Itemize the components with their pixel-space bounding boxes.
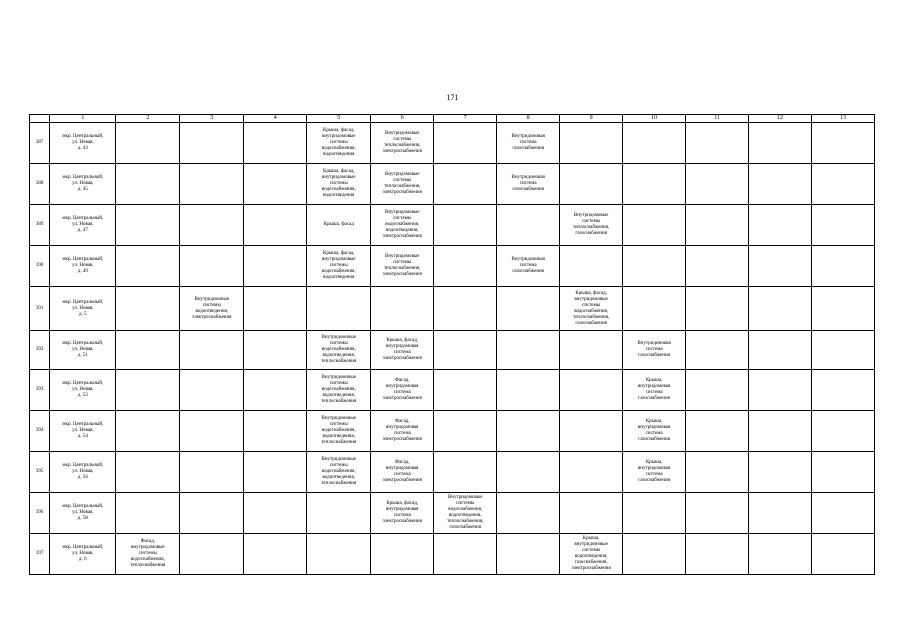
page-number: 171	[446, 93, 459, 102]
address-cell: мкр. Центральный, ул. Новая, д. 43	[50, 123, 116, 164]
row-number: 391	[30, 287, 50, 331]
row-number: 387	[30, 123, 50, 164]
address-cell: мкр. Центральный, ул. Новая, д. 53	[50, 370, 116, 411]
work-cell-col-6: Крыша, фасад, внутридомовая система электроснабжения	[371, 493, 434, 534]
work-cell-col-2	[116, 331, 180, 370]
work-cell-col-7	[434, 534, 497, 575]
table-row	[30, 205, 875, 246]
header-cell: 9	[560, 115, 623, 123]
work-cell-col-13	[812, 534, 875, 575]
work-cell-col-9	[560, 331, 623, 370]
work-cell-col-2	[116, 123, 180, 164]
row-number: 390	[30, 246, 50, 287]
header-cell: 4	[244, 115, 307, 123]
work-cell-col-2	[116, 493, 180, 534]
table-row	[30, 287, 875, 331]
row-number: 392	[30, 331, 50, 370]
work-cell-col-10	[623, 123, 686, 164]
work-cell-col-11	[686, 246, 749, 287]
work-cell-col-4	[244, 452, 307, 493]
header-cell: 5	[307, 115, 371, 123]
work-cell-col-12	[749, 205, 812, 246]
work-cell-col-3	[180, 411, 244, 452]
work-cell-col-8	[497, 205, 560, 246]
work-cell-col-9	[560, 370, 623, 411]
work-cell-col-13	[812, 246, 875, 287]
work-cell-col-3	[180, 246, 244, 287]
work-cell-col-8	[497, 411, 560, 452]
work-cell-col-9: Внутридомовые системы теплоснабжения, газоснабжения	[560, 205, 623, 246]
work-cell-col-5	[307, 534, 371, 575]
row-number: 393	[30, 370, 50, 411]
address-cell: мкр. Центральный, ул. Новая, д. 49	[50, 246, 116, 287]
work-cell-col-7	[434, 123, 497, 164]
work-cell-col-10	[623, 493, 686, 534]
work-cell-col-9	[560, 246, 623, 287]
work-cell-col-3	[180, 205, 244, 246]
address-cell: мкр. Центральный, ул. Новая, д. 56	[50, 452, 116, 493]
work-cell-col-6: Внутридомовые системы теплоснабжения, электроснабжения	[371, 164, 434, 205]
row-number: 396	[30, 493, 50, 534]
work-cell-col-13	[812, 205, 875, 246]
header-cell: 3	[180, 115, 244, 123]
work-cell-col-11	[686, 411, 749, 452]
work-cell-col-7	[434, 452, 497, 493]
header-cell: 8	[497, 115, 560, 123]
work-cell-col-13	[812, 164, 875, 205]
header-cell: 11	[686, 115, 749, 123]
header-cell: 6	[371, 115, 434, 123]
work-cell-col-3: Внутридомовые системы водоотведения, электроснабжения	[180, 287, 244, 331]
work-cell-col-11	[686, 534, 749, 575]
work-cell-col-8	[497, 534, 560, 575]
work-cell-col-2	[116, 164, 180, 205]
work-cell-col-4	[244, 205, 307, 246]
work-cell-col-13	[812, 123, 875, 164]
work-cell-col-12	[749, 246, 812, 287]
work-cell-col-10: Крыша, внутридомовая система газоснабжения	[623, 370, 686, 411]
work-cell-col-5: Крыша, фасад, внутридомовые системы водоснабжения, водоотведения	[307, 246, 371, 287]
work-cell-col-12	[749, 123, 812, 164]
row-number: 397	[30, 534, 50, 575]
table-row	[30, 493, 875, 534]
work-cell-col-9: Крыша, фасад, внутридомовые системы водоснабжения, теплоснабжения, газоснабжения	[560, 287, 623, 331]
work-cell-col-4	[244, 534, 307, 575]
row-number: 395	[30, 452, 50, 493]
work-cell-col-10	[623, 534, 686, 575]
work-cell-col-8	[497, 287, 560, 331]
work-cell-col-6: Внутридомовые системы водоснабжения, водоотведения, электроснабжения	[371, 205, 434, 246]
work-cell-col-7	[434, 370, 497, 411]
work-cell-col-3	[180, 164, 244, 205]
work-cell-col-11	[686, 331, 749, 370]
work-cell-col-6	[371, 287, 434, 331]
work-cell-col-12	[749, 164, 812, 205]
table-row	[30, 246, 875, 287]
work-cell-col-12	[749, 370, 812, 411]
work-cell-col-5: Крыша, фасад, внутридомовые системы водоснабжения, водоотведения	[307, 123, 371, 164]
work-cell-col-2	[116, 246, 180, 287]
work-cell-col-5: Крыша, фасад, внутридомовые системы водоснабжения, водоотведения	[307, 164, 371, 205]
work-cell-col-5: Внутридомовые системы водоснабжения, водоотведения, теплоснабжения	[307, 331, 371, 370]
work-cell-col-8	[497, 493, 560, 534]
table-row	[30, 331, 875, 370]
row-number: 389	[30, 205, 50, 246]
work-cell-col-2	[116, 205, 180, 246]
work-cell-col-10	[623, 164, 686, 205]
work-cell-col-9	[560, 452, 623, 493]
work-cell-col-12	[749, 452, 812, 493]
work-cell-col-5: Внутридомовые системы водоснабжения, водоотведения, теплоснабжения	[307, 370, 371, 411]
work-cell-col-11	[686, 287, 749, 331]
work-cell-col-12	[749, 331, 812, 370]
work-cell-col-3	[180, 452, 244, 493]
work-cell-col-9	[560, 164, 623, 205]
work-cell-col-7	[434, 246, 497, 287]
work-cell-col-7	[434, 205, 497, 246]
work-cell-col-4	[244, 246, 307, 287]
work-cell-col-2: Фасад, внутридомовые системы водоснабжения, теплоснабжения	[116, 534, 180, 575]
address-cell: мкр. Центральный, ул. Новая, д. 6	[50, 534, 116, 575]
work-cell-col-11	[686, 452, 749, 493]
work-cell-col-6: Фасад, внутридомовая система электроснабжения	[371, 411, 434, 452]
table-row	[30, 534, 875, 575]
address-cell: мкр. Центральный, ул. Новая, д. 58	[50, 493, 116, 534]
work-cell-col-13	[812, 331, 875, 370]
work-cell-col-4	[244, 287, 307, 331]
work-cell-col-13	[812, 370, 875, 411]
work-cell-col-2	[116, 411, 180, 452]
address-cell: мкр. Центральный, ул. Новая, д. 54	[50, 411, 116, 452]
work-cell-col-9: Крыша, внутридомовые системы водоотведения, газоснабжения, электроснабжения	[560, 534, 623, 575]
work-cell-col-11	[686, 123, 749, 164]
work-cell-col-10	[623, 246, 686, 287]
work-cell-col-3	[180, 123, 244, 164]
work-cell-col-2	[116, 452, 180, 493]
table-row	[30, 370, 875, 411]
work-cell-col-9	[560, 411, 623, 452]
address-cell: мкр. Центральный, ул. Новая, д. 51	[50, 331, 116, 370]
table-row	[30, 452, 875, 493]
header-row	[30, 115, 875, 123]
work-cell-col-10	[623, 205, 686, 246]
work-cell-col-2	[116, 287, 180, 331]
work-cell-col-6	[371, 534, 434, 575]
work-cell-col-8	[497, 331, 560, 370]
work-cell-col-7	[434, 287, 497, 331]
work-cell-col-5: Внутридомовые системы водоснабжения, водоотведения, теплоснабжения	[307, 452, 371, 493]
work-cell-col-8: Внутридомовая система газоснабжения	[497, 164, 560, 205]
work-cell-col-13	[812, 452, 875, 493]
work-cell-col-3	[180, 534, 244, 575]
work-cell-col-4	[244, 411, 307, 452]
work-cell-col-3	[180, 493, 244, 534]
work-cell-col-10: Крыша, внутридомовая система газоснабжения	[623, 411, 686, 452]
work-cell-col-10: Внутридомовая система газоснабжения	[623, 331, 686, 370]
work-cell-col-11	[686, 164, 749, 205]
address-cell: мкр. Центральный, ул. Новая, д. 47	[50, 205, 116, 246]
row-number: 388	[30, 164, 50, 205]
header-cell-blank	[30, 115, 50, 123]
work-cell-col-3	[180, 331, 244, 370]
work-cell-col-7	[434, 331, 497, 370]
work-cell-col-8	[497, 452, 560, 493]
address-cell: мкр. Центральный, ул. Новая, д. 5	[50, 287, 116, 331]
capital-repair-table	[29, 114, 875, 575]
work-cell-col-13	[812, 493, 875, 534]
work-cell-col-4	[244, 493, 307, 534]
row-number: 394	[30, 411, 50, 452]
work-cell-col-10: Крыша, внутридомовая система газоснабжения	[623, 452, 686, 493]
work-cell-col-4	[244, 370, 307, 411]
work-cell-col-2	[116, 370, 180, 411]
work-cell-col-6: Фасад, внутридомовая система электроснабжения	[371, 452, 434, 493]
table-row	[30, 411, 875, 452]
work-cell-col-6: Фасад, внутридомовая система электроснабжения	[371, 370, 434, 411]
address-cell: мкр. Центральный, ул. Новая, д. 45	[50, 164, 116, 205]
work-cell-col-8	[497, 370, 560, 411]
work-cell-col-8: Внутридомовая система газоснабжения	[497, 123, 560, 164]
work-cell-col-5: Крыша, фасад	[307, 205, 371, 246]
work-cell-col-4	[244, 164, 307, 205]
work-cell-col-8: Внутридомовая система газоснабжения	[497, 246, 560, 287]
work-cell-col-9	[560, 123, 623, 164]
header-cell: 2	[116, 115, 180, 123]
work-cell-col-13	[812, 287, 875, 331]
work-cell-col-5: Внутридомовые системы водоснабжения, водоотведения, теплоснабжения	[307, 411, 371, 452]
work-cell-col-5	[307, 287, 371, 331]
work-cell-col-6: Крыша, фасад, внутридомовая система электроснабжения	[371, 331, 434, 370]
work-cell-col-6: Внутридомовые системы теплоснабжения, электроснабжения	[371, 246, 434, 287]
work-cell-col-4	[244, 331, 307, 370]
work-cell-col-4	[244, 123, 307, 164]
header-cell: 1	[50, 115, 116, 123]
work-cell-col-6: Внутридомовые системы теплоснабжения, электроснабжения	[371, 123, 434, 164]
work-cell-col-10	[623, 287, 686, 331]
work-cell-col-11	[686, 370, 749, 411]
work-cell-col-11	[686, 205, 749, 246]
header-cell: 7	[434, 115, 497, 123]
work-cell-col-3	[180, 370, 244, 411]
work-cell-col-13	[812, 411, 875, 452]
work-cell-col-5	[307, 493, 371, 534]
work-cell-col-7	[434, 411, 497, 452]
header-cell: 12	[749, 115, 812, 123]
work-cell-col-11	[686, 493, 749, 534]
header-cell: 13	[812, 115, 875, 123]
work-cell-col-7	[434, 164, 497, 205]
table-row	[30, 123, 875, 164]
work-cell-col-7: Внутридомовые системы водоснабжения, водоотведения, теплоснабжения, газоснабжения	[434, 493, 497, 534]
work-cell-col-9	[560, 493, 623, 534]
header-cell: 10	[623, 115, 686, 123]
work-cell-col-12	[749, 287, 812, 331]
work-cell-col-12	[749, 534, 812, 575]
work-cell-col-12	[749, 493, 812, 534]
table-row	[30, 164, 875, 205]
work-cell-col-12	[749, 411, 812, 452]
